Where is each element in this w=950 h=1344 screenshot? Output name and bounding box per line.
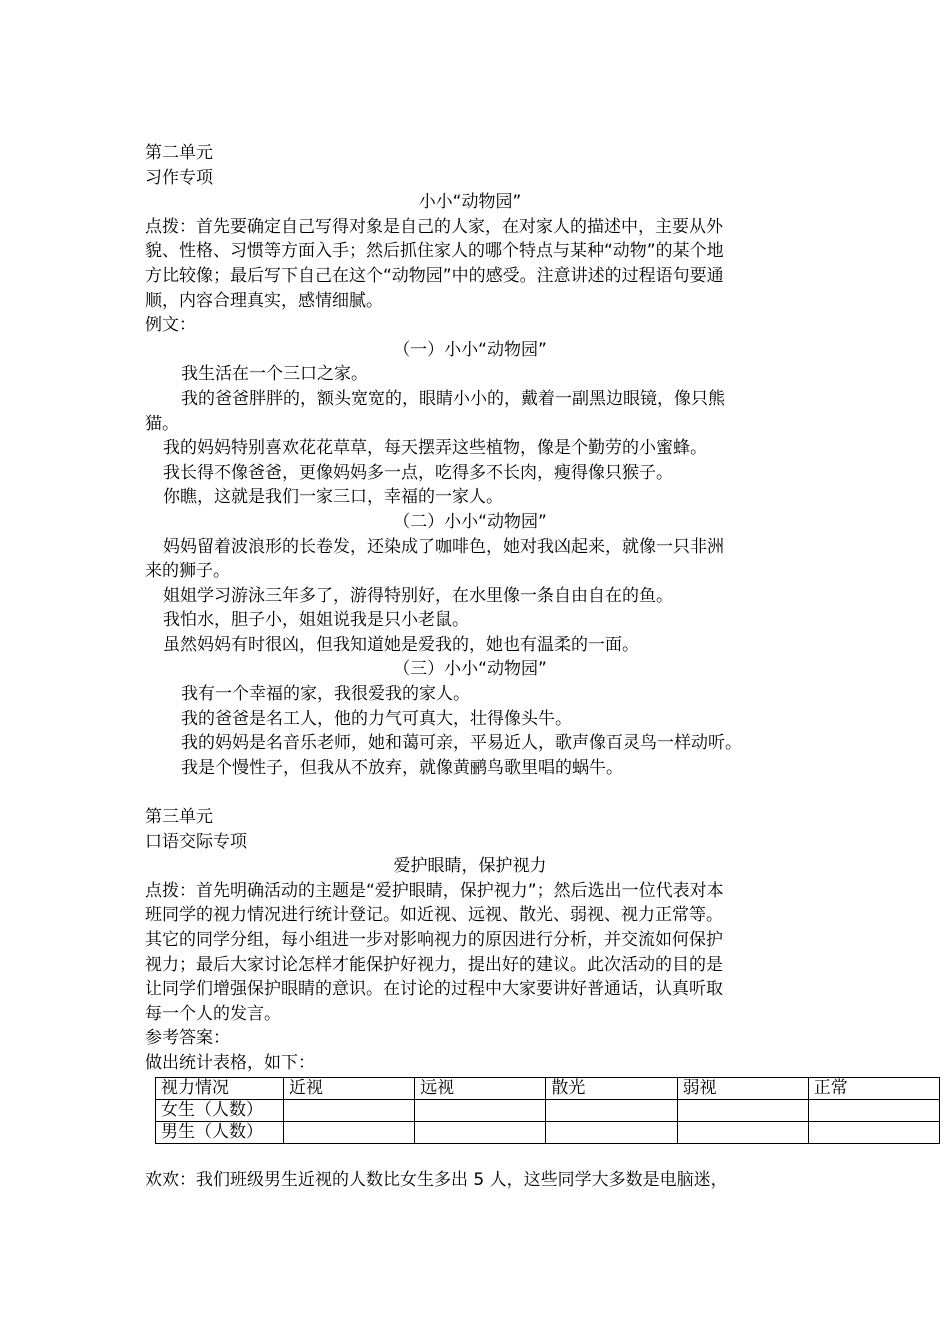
essay3-paragraph: 我有一个幸福的家，我很爱我的家人。 [181,684,470,705]
unit2-heading: 第二单元 [145,143,213,163]
table-cell [677,1121,808,1143]
table-cell [284,1121,415,1143]
table-cell [546,1099,677,1121]
unit2-tip-line: 点拨：首先要确定自己写得对象是自己的人家，在对家人的描述中，主要从外 [145,216,723,237]
example-label: 例文： [145,315,196,336]
table-cell [808,1099,939,1121]
table-header-cell: 视力情况 [156,1077,284,1099]
unit2-title: 小小“动物园” [418,192,522,213]
unit2-tip-line: 貌、性格、习惯等方面入手；然后抓住家人的哪个特点与某种“动物”的某个地 [145,241,724,262]
essay3-paragraph: 我是个慢性子，但我从不放弃，就像黄鹂鸟歌里唱的蜗牛。 [181,757,623,778]
table-cell [677,1099,808,1121]
vision-stats-table [155,1077,940,1144]
essay2-paragraph-continued: 来的狮子。 [145,561,230,582]
table-header-cell: 正常 [808,1077,939,1099]
table-cell [284,1099,415,1121]
final-line: 欢欢：我们班级男生近视的人数比女生多出 5 人，这些同学大多数是电脑迷， [145,1170,728,1191]
essay1-title: （一）小小“动物园” [393,339,547,360]
unit2-tip-line: 顺，内容合理真实，感情细腻。 [145,290,383,311]
table-header-cell: 远视 [415,1077,546,1099]
essay1-paragraph: 我的爸爸胖胖的，额头宽宽的，眼睛小小的，戴着一副黑边眼镜，像只熊 [181,388,725,409]
essay1-paragraph: 我长得不像爸爸，更像妈妈多一点，吃得多不长肉，瘦得像只猴子。 [163,462,673,483]
table-cell [808,1121,939,1143]
table-row-label: 男生（人数） [156,1121,284,1143]
table-header-cell: 散光 [546,1077,677,1099]
essay1-paragraph: 我的妈妈特别喜欢花花草草，每天摆弄这些植物，像是个勤劳的小蜜蜂。 [163,438,707,459]
table-row [156,1099,940,1121]
unit3-heading: 第三单元 [145,807,213,828]
answer-label: 参考答案： [145,1028,230,1049]
table-cell [546,1121,677,1143]
essay2-paragraph: 我怕水，胆子小，姐姐说我是只小老鼠。 [163,610,469,631]
unit3-tip-line: 点拨：首先明确活动的主题是“爱护眼睛，保护视力”；然后选出一位代表对本 [145,880,724,901]
table-header-row [156,1077,940,1099]
unit3-subheading: 口语交际专项 [145,831,247,852]
unit3-tip-line: 让同学们增强保护眼睛的意识。在讨论的过程中大家要讲好普通话，认真听取 [145,979,723,1000]
table-row-label: 女生（人数） [156,1099,284,1121]
essay2-paragraph: 虽然妈妈有时很凶，但我知道她是爱我的，她也有温柔的一面。 [163,634,639,655]
unit2-subheading: 习作专项 [145,167,213,188]
essay1-paragraph: 你瞧，这就是我们一家三口，幸福的一家人。 [163,487,503,508]
unit3-tip-line: 每一个人的发言。 [145,1003,281,1024]
table-header-cell: 近视 [284,1077,415,1099]
table-row [156,1121,940,1143]
table-cell [415,1121,546,1143]
document-page [145,141,945,1193]
essay3-paragraph: 我的妈妈是名音乐老师，她和蔼可亲，平易近人，歌声像百灵鸟一样动听。 [181,733,742,754]
essay2-paragraph: 姐姐学习游泳三年多了，游得特别好，在水里像一条自由自在的鱼。 [163,585,673,606]
essay1-paragraph-continued: 猫。 [145,413,179,434]
essay2-paragraph: 妈妈留着波浪形的长卷发，还染成了咖啡色，她对我凶起来，就像一只非洲 [163,536,724,557]
unit3-title: 爱护眼睛，保护视力 [393,856,547,877]
essay3-paragraph: 我的爸爸是名工人，他的力气可真大，壮得像头牛。 [181,708,572,729]
essay3-title: （三）小小“动物园” [393,659,547,680]
essay1-paragraph: 我生活在一个三口之家。 [181,364,368,385]
essay2-title: （二）小小“动物园” [393,511,547,532]
unit3-tip-line: 视力；最后大家讨论怎样才能保护好视力，提出好的建议。此次活动的目的是 [145,954,723,975]
table-intro: 做出统计表格，如下： [145,1052,315,1073]
unit3-tip-line: 其它的同学分组，每小组进一步对影响视力的原因进行分析，并交流如何保护 [145,930,723,950]
spacer [145,1144,945,1169]
spacer [145,780,945,805]
table-cell [415,1099,546,1121]
table-header-cell: 弱视 [677,1077,808,1099]
unit3-tip-line: 班同学的视力情况进行统计登记。如近视、远视、散光、弱视、视力正常等。 [145,905,723,926]
unit2-tip-line: 方比较像；最后写下自己在这个“动物园”中的感受。注意讲述的过程语句要通 [145,265,724,286]
